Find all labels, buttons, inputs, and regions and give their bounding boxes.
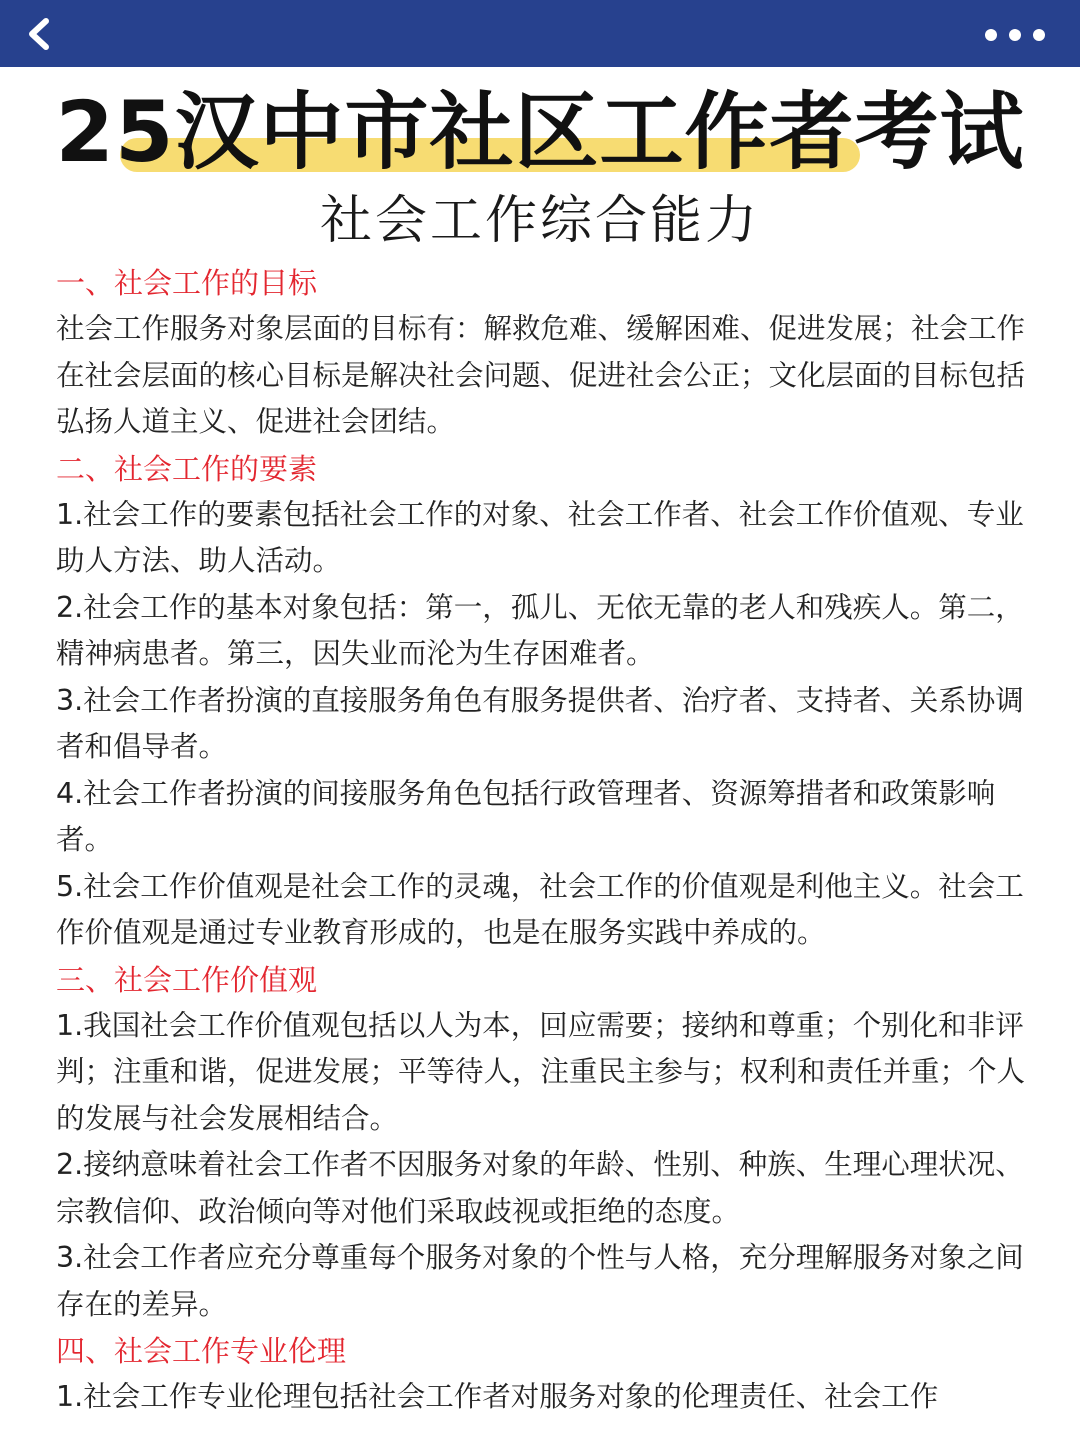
section-goals (56, 260, 1028, 446)
section-values (56, 957, 1028, 1329)
section-heading: 一、社会工作的目标 (56, 266, 318, 300)
section-heading: 三、社会工作价值观 (56, 962, 318, 997)
title-block (0, 84, 1080, 184)
paragraph: 2.接纳意味着社会工作者不因服务对象的年龄、性别、种族、生理心理状况、宗教信仰、政治倾向等对他们采取歧视或拒绝的态度。 (56, 1148, 1024, 1228)
section-elements (56, 446, 1028, 957)
paragraph: 1.社会工作的要素包括社会工作的对象、社会工作者、社会工作价值观、专业助人方法、助人活动。 (56, 497, 1024, 577)
more-horizontal-icon (980, 24, 1050, 46)
section-heading: 二、社会工作的要素 (56, 451, 318, 486)
top-nav-bar (0, 0, 1080, 67)
paragraph: 3.社会工作者应充分尊重每个服务对象的个性与人格，充分理解服务对象之间存在的差异。 (56, 1241, 1024, 1321)
page-subtitle: 社会工作综合能力 (319, 191, 760, 251)
paragraph: 社会工作服务对象层面的目标有：解救危难、缓解困难、促进发展；社会工作在社会层面的核心目标是解决社会问题、促进社会公正；文化层面的目标包括弘扬人道主义、促进社会团结。 (56, 312, 1026, 438)
paragraph: 4.社会工作者扮演的间接服务角色包括行政管理者、资源筹措者和政策影响者。 (56, 776, 996, 856)
back-button[interactable] (18, 12, 62, 56)
paragraph: 2.社会工作的基本对象包括：第一，孤儿、无依无靠的老人和残疾人。第二，精神病患者。第三，因失业而沦为生存困难者。 (56, 590, 1024, 670)
more-button[interactable] (980, 24, 1050, 46)
section-ethics (56, 1328, 1028, 1421)
paragraph: 1.社会工作专业伦理包括社会工作者对服务对象的伦理责任、社会工作 (56, 1380, 939, 1413)
paragraph: 5.社会工作价值观是社会工作的灵魂，社会工作的价值观是利他主义。社会工作价值观是通过专业教育形成的，也是在服务实践中养成的。 (56, 869, 1024, 949)
paragraph: 3.社会工作者扮演的直接服务角色有服务提供者、治疗者、支持者、关系协调者和倡导者。 (56, 683, 1024, 763)
page-title: 25汉中市社区工作者考试 (55, 83, 1025, 181)
paragraph: 1.我国社会工作价值观包括以人为本，回应需要；接纳和尊重；个别化和非评判；注重和谐，促进发展；平等待人，注重民主参与；权利和责任并重；个人的发展与社会发展相结合。 (56, 1008, 1026, 1135)
section-heading: 四、社会工作专业伦理 (56, 1334, 347, 1368)
chevron-left-icon (18, 12, 62, 56)
article-content (56, 260, 1028, 1421)
